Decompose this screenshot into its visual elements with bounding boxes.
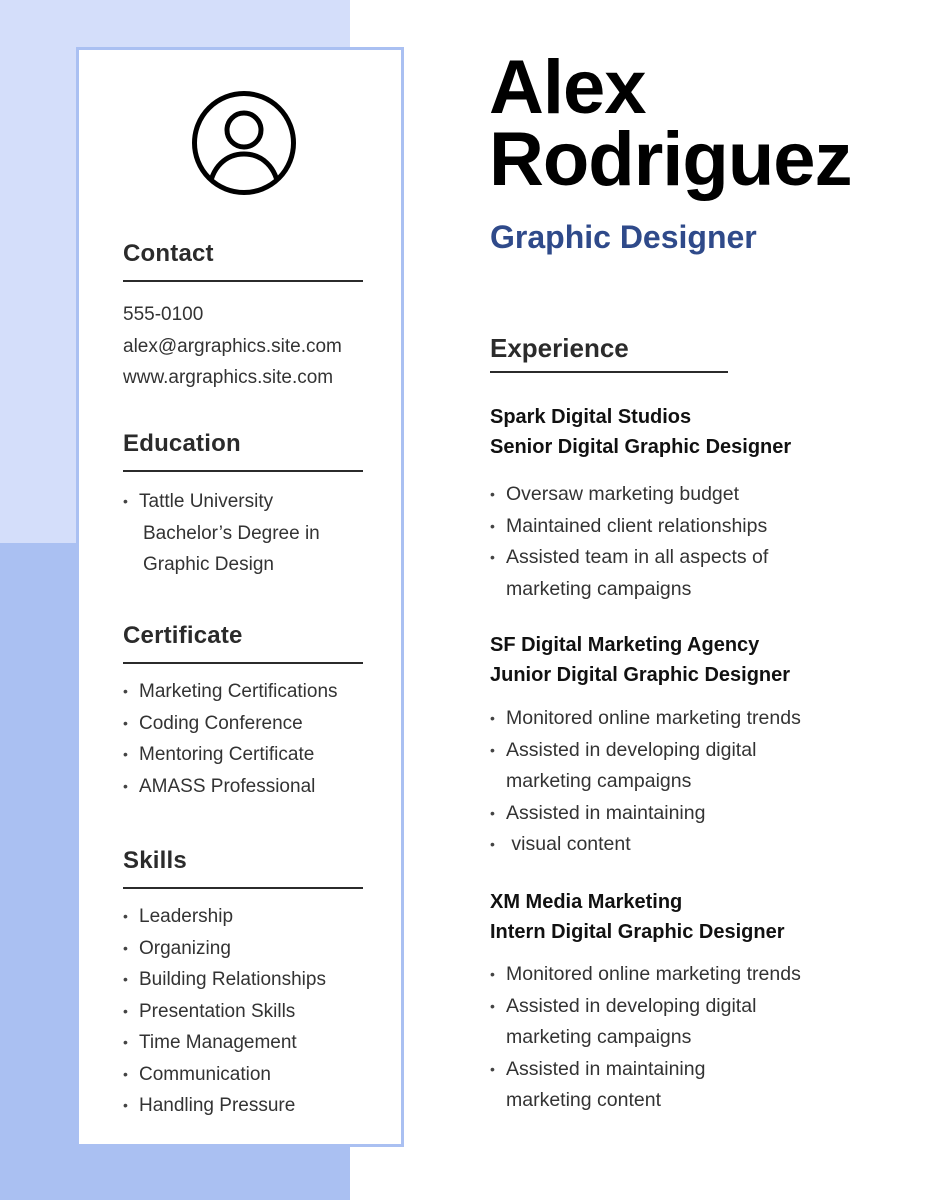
certificate-item: • Marketing Certifications [123, 676, 363, 708]
certificate-item: • Coding Conference [123, 708, 363, 740]
skill-item: • Building Relationships [123, 964, 363, 996]
education-degree-line-2: Graphic Design [143, 554, 274, 575]
job-bullet-continuation: marketing campaigns [506, 577, 692, 600]
job-bullet: • Assisted in developing digital [490, 735, 890, 767]
skills-heading: Skills [123, 845, 363, 889]
certificate-item: • AMASS Professional [123, 771, 363, 803]
job-bullet: • visual content [490, 829, 890, 861]
education-section [123, 428, 363, 581]
job-company: XM Media Marketing [490, 891, 683, 913]
job-bullet: • Maintained client relationships [490, 511, 890, 543]
experience-heading: Experience [490, 331, 728, 373]
contact-website: www.argraphics.site.com [123, 367, 334, 388]
job-company: Spark Digital Studios [490, 406, 692, 428]
education-school: • Tattle University [123, 486, 363, 518]
skill-item: • Organizing [123, 933, 363, 965]
certificate-item: • Mentoring Certificate [123, 739, 363, 771]
contact-section [123, 238, 363, 394]
person-name-text: Alex Rodriguez [489, 45, 852, 202]
skill-item: • Leadership [123, 901, 363, 933]
job-bullet: • Assisted in maintaining [490, 798, 890, 830]
job-bullet: • Monitored online marketing trends [490, 703, 890, 735]
contact-email: alex@argraphics.site.com [123, 335, 342, 357]
experience-job [490, 887, 890, 1117]
experience-job [490, 402, 890, 605]
skill-item: • Communication [123, 1059, 363, 1091]
job-title: Graphic Designer [490, 219, 757, 255]
job-bullet-continuation: marketing campaigns [506, 770, 692, 792]
skill-item: • Handling Pressure [123, 1090, 363, 1122]
skill-item: • Time Management [123, 1027, 363, 1059]
education-degree-line-1: Bachelor’s Degree in [143, 522, 320, 544]
contact-phone: 555-0100 [123, 304, 204, 325]
job-bullet: • Assisted team in all aspects of [490, 542, 890, 574]
job-bullet-continuation: marketing campaigns [506, 1026, 692, 1048]
skill-item: • Presentation Skills [123, 996, 363, 1028]
contact-heading: Contact [123, 238, 363, 282]
job-bullet: • Oversaw marketing budget [490, 479, 890, 511]
job-role: Senior Digital Graphic Designer [490, 436, 792, 458]
job-bullet: • Assisted in developing digital [490, 991, 890, 1023]
experience-job [490, 630, 890, 861]
job-role: Intern Digital Graphic Designer [490, 921, 785, 943]
sidebar-card [76, 47, 404, 1147]
person-name [489, 45, 852, 202]
job-company: SF Digital Marketing Agency [490, 634, 760, 656]
job-bullet: • Monitored online marketing trends [490, 959, 890, 991]
education-heading: Education [123, 428, 363, 472]
skills-section [123, 845, 363, 1122]
certificate-heading: Certificate [123, 620, 363, 664]
job-role: Junior Digital Graphic Designer [490, 664, 791, 686]
job-bullet-continuation: marketing content [506, 1089, 662, 1111]
user-avatar-icon [191, 90, 297, 196]
job-bullet: • Assisted in maintaining [490, 1054, 890, 1086]
certificate-section [123, 620, 363, 802]
